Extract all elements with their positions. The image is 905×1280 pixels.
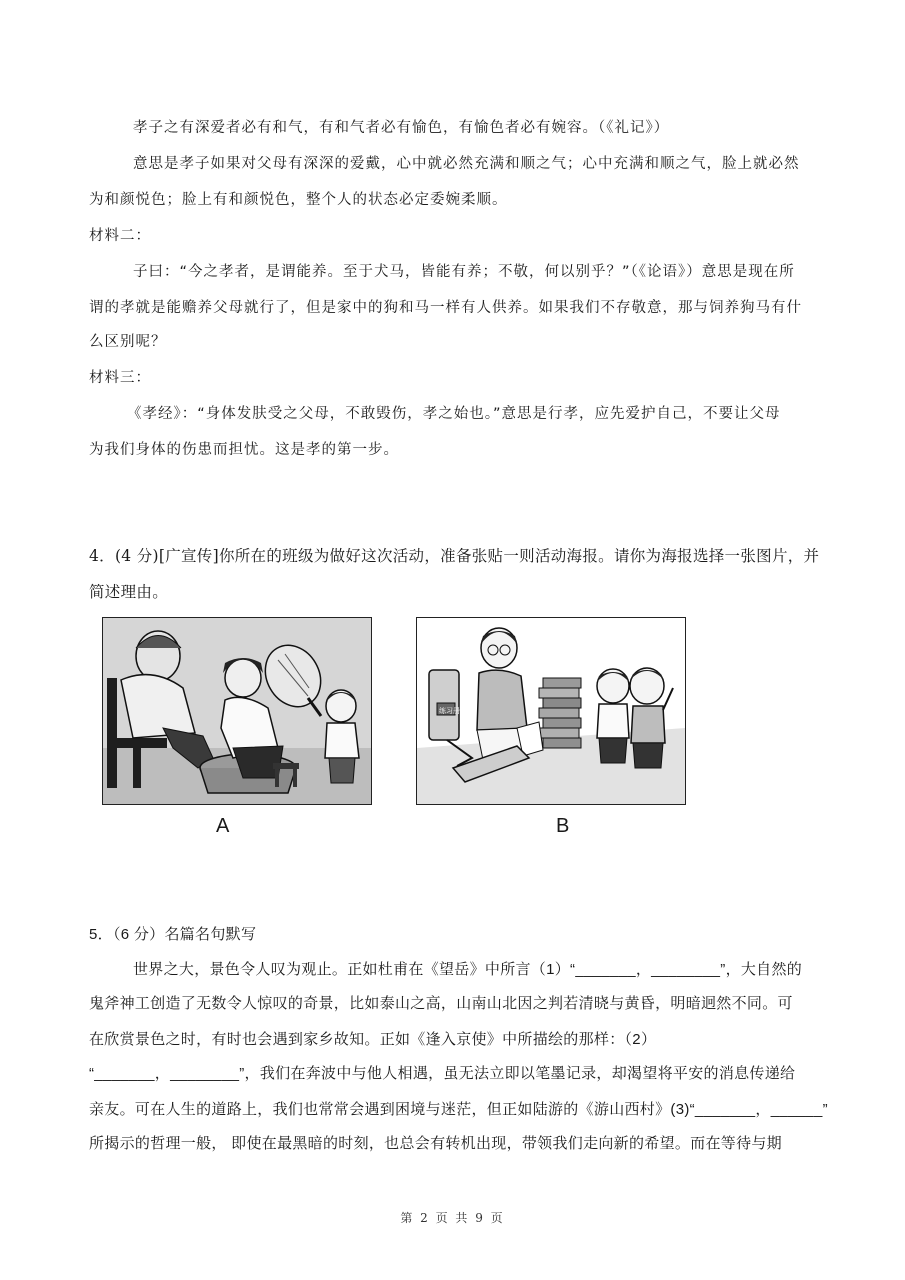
material-line-2: 意思是孝子如果对父母有深深的爱戴，心中就必然充满和顺之气；心中充满和顺之气，脸上就必然 <box>133 156 800 172</box>
material-line-7: 《孝经》：“身体发肤受之父母，不敢毁伤，孝之始也。”意思是行孝，应先爱护自己，不要让父母 <box>127 406 781 422</box>
material-line-8: 为我们身体的伤患而担忧。这是孝的第一步。 <box>89 442 399 458</box>
illustration-a-drawing <box>103 618 371 804</box>
page-number: 第 2 页 共 9 页 <box>400 1211 505 1225</box>
material-heading-3: 材料三： <box>89 370 151 386</box>
caption-a: A <box>216 815 230 837</box>
illustration-b <box>416 617 686 805</box>
illustration-a <box>102 617 372 805</box>
q4-line-2: 简述理由。 <box>89 583 169 601</box>
q5-line-2: 鬼斧神工创造了无数令人惊叹的奇景，比如泰山之高，山南山北因之判若清晓与黄昏，明暗迥然不同。可 <box>89 995 793 1012</box>
material-line-3: 为和颜悦色；脸上有和颜悦色，整个人的状态必定委婉柔顺。 <box>89 192 508 208</box>
illustration-b-drawing <box>417 618 685 804</box>
material-heading-2: 材料二： <box>89 228 151 244</box>
q5-title: 5．（6 分）名篇名句默写 <box>89 926 257 943</box>
q5-line-5: 亲友。可在人生的道路上，我们也常常会遇到困境与迷茫，但正如陆游的《游山西村》(3)“_______，______” <box>89 1101 828 1118</box>
q4-line-1: 4．(4 分)[广宣传]你所在的班级为做好这次活动，准备张贴一则活动海报。请你为海报选择一张图片，并 <box>89 547 820 565</box>
material-line-6: 么区别呢？ <box>89 334 167 350</box>
material-line-5: 谓的孝就是能赡养父母就行了，但是家中的狗和马一样有人供养。如果我们不存敬意，那与饲养狗马有什 <box>89 300 802 316</box>
q5-line-4: “_______，________”，我们在奔波中与他人相遇，虽无法立即以笔墨记录，却渴望将平安的消息传递给 <box>89 1065 796 1082</box>
material-line-1: 孝子之有深爱者必有和气，有和气者必有愉色，有愉色者必有婉容。（《礼记》） <box>133 120 670 136</box>
q5-line-6: 所揭示的哲理一般， 即使在最黑暗的时刻，也总会有转机出现，带领我们走向新的希望。而在等待与期 <box>89 1135 782 1152</box>
book-label: 练习册 <box>439 707 460 715</box>
material-line-4: 子曰：“今之孝者，是谓能养。至于犬马，皆能有养；不敬，何以别乎？”（《论语》）意思是现在所 <box>133 264 795 280</box>
caption-b: B <box>556 815 570 837</box>
q5-line-3: 在欣赏景色之时，有时也会遇到家乡故知。正如《逢入京使》中所描绘的那样：（2） <box>89 1031 657 1048</box>
q5-line-1: 世界之大，景色令人叹为观止。正如杜甫在《望岳》中所言（1）“_______，________”，大自然的 <box>133 961 803 978</box>
